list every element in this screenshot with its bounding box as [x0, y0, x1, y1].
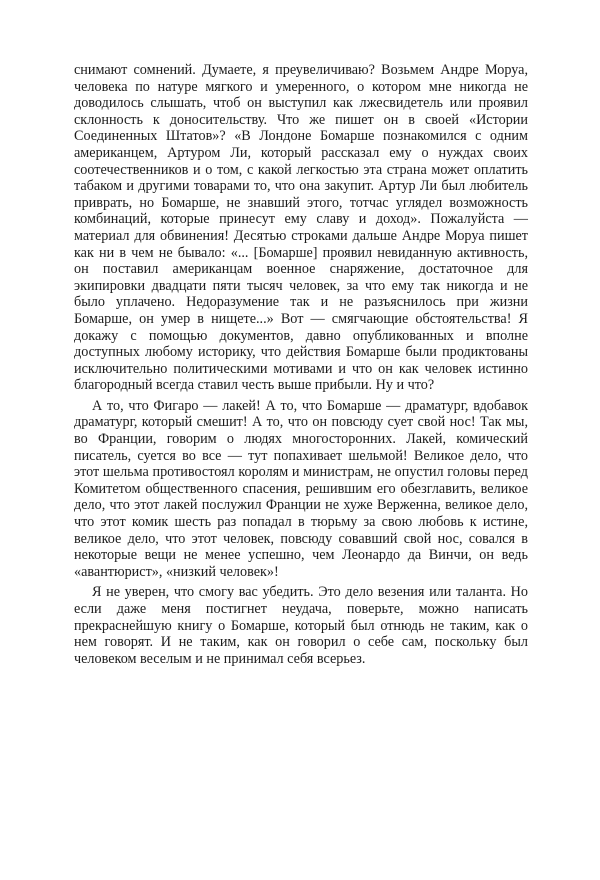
paragraph-1: снимают сомнений. Думаете, я преувеличиваю? Возьмем Андре Моруа, человека по натуре мягкого и умеренного, о котором мне никогда не доводилось слышать, чтоб он выступил как лжесвидетель или проявил склонность к доносительству. Что же пишет он в своей «Истории Соединенных Штатов»? «В Лондоне Бомарше познакомился с одним американцем, Артуром Ли, который рассказал ему о нуждах своих соотечественников и о том, с какой легкостью эта страна может оплатить табаком и другими товарами то, что она закупит. Артур Ли был любитель приврать, но Бомарше, не знавший этого, тотчас углядел возможность комбинаций, которые принесут ему славу и доход». Пожалуйста — материал для обвинения! Десятью строками дальше Андре Моруа пишет как ни в чем не бывало: «... [Бомарше] проявил невиданную активность, он поставил американцам военное снаряжение, достаточное для экипировки двадцати пяти тысяч человек, за что ему так никогда и не было уплачено. Недоразумение так и не разъяснилось при жизни Бомарше, он умер в нищете...» Вот — смягчающие обстоятельства! Я докажу с помощью документов, давно опубликованных и вполне доступных любому историку, что действия Бомарше были продиктованы исключительно политическими мотивами и что он как человек истинно благородный всегда ставил честь выше прибыли. Ну и что? — [74, 62, 528, 394]
paragraph-2: А то, что Фигаро — лакей! А то, что Бомарше — драматург, вдобавок драматург, который смешит! А то, что он повсюду сует свой нос! Так мы, во Франции, говорим о людях многосторонних. Лакей, комический писатель, суется во все — тут попахивает шельмой! Великое дело, что этот шельма противостоял королям и министрам, не опустил головы перед Комитетом общественного спасения, решившим его обезглавить, великое дело, что этот лакей послужил Франции не хуже Верженна, великое дело, что этот комик шесть раз попадал в тюрьму за свою любовь к истине, великое дело, что этот человек, повсюду совавший свой нос, совался в некоторые вещи не менее успешно, чем Леонардо да Винчи, он ведь «авантюрист», «низкий человек»! — [74, 397, 528, 580]
page-text-block — [74, 62, 528, 671]
paragraph-3: Я не уверен, что смогу вас убедить. Это дело везения или таланта. Но если даже меня постигнет неудача, поверьте, можно написать прекраснейшую книгу о Бомарше, который был отнюдь не таким, как о нем говорят. И не таким, как он говорил о себе сам, поскольку был человеком веселым и не принимал себя всерьез. — [74, 584, 528, 667]
